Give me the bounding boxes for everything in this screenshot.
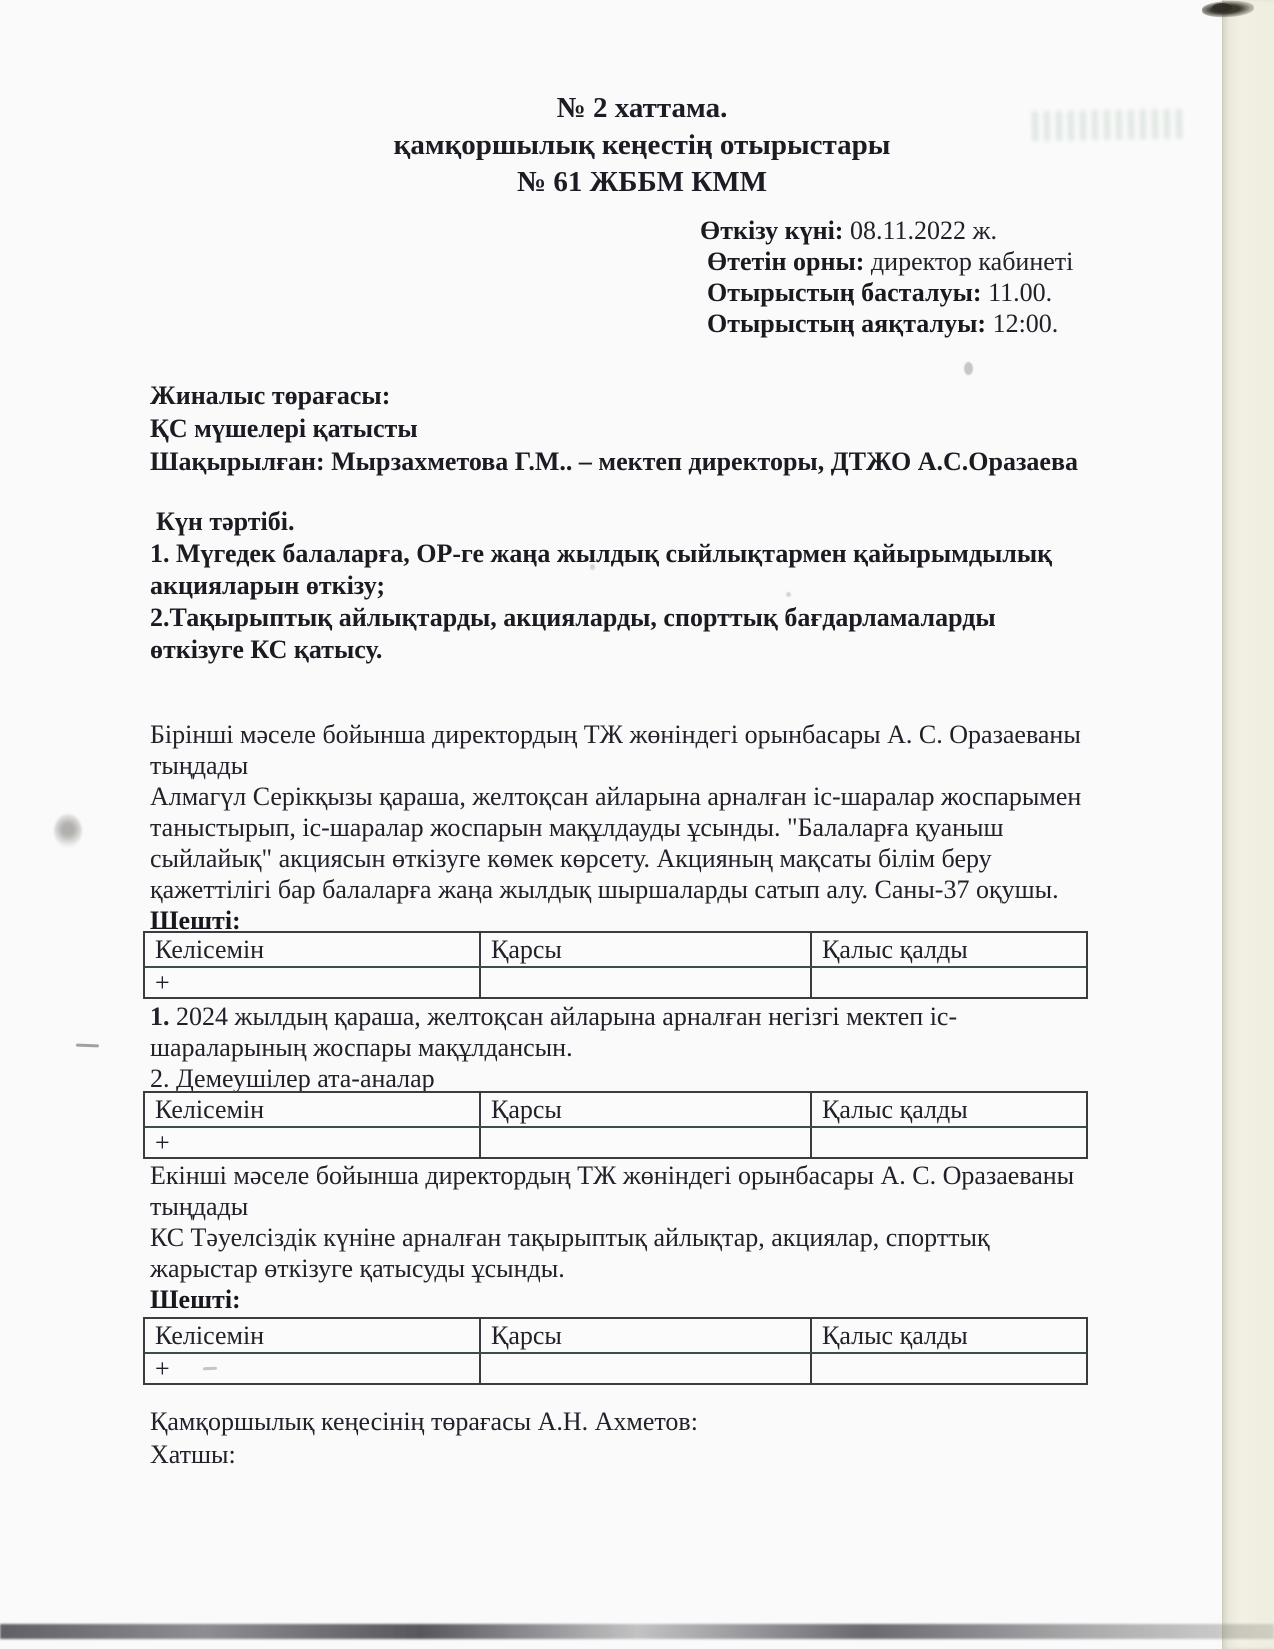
vote-mark-abstain	[812, 1128, 1086, 1157]
agenda-item-1-line-1: 1. Мүгедек балаларға, ОР-ге жаңа жылдық сыйлықтармен қайырымдылық	[150, 539, 1053, 568]
vote-mark-agree: +	[155, 968, 170, 997]
paragraph-line: қажеттілігі бар балаларға жаңа жылдық шыршаларды сатып алу. Саны-37 оқушы.	[150, 875, 1059, 904]
decision-number: 1.	[150, 1002, 170, 1031]
paragraph-line: Алмагүл Серікқызы қараша, желтоқсан айларына арналған іс-шаралар жоспарымен	[150, 782, 1082, 811]
vote-option-abstain: Қалыс қалды	[822, 1095, 968, 1124]
meta-start-label: Отырыстың басталуы:	[707, 278, 982, 307]
decision-block	[150, 1001, 957, 1094]
meta-place-line	[700, 246, 1073, 277]
agenda-heading: Күн тәртібі.	[156, 507, 295, 536]
document-title	[10, 90, 1274, 201]
meta-place-label: Өтетін орны:	[707, 247, 865, 276]
meta-date-value: 08.11.2022 ж.	[843, 216, 997, 245]
vote-table-2	[143, 1091, 1088, 1159]
agenda-item-2-line-2: өткізуге КС қатысу.	[150, 635, 383, 664]
meeting-meta	[700, 215, 1073, 339]
paragraph-line: таныстырып, іс-шаралар жоспарын мақұлдауды ұсынды. "Балаларға қуаныш	[150, 813, 1004, 842]
scan-smudge-core	[1212, 3, 1232, 12]
paragraph-line: КС Тәуелсіздік күніне арналған тақырыптық айлықтар, акциялар, спорттық	[150, 1223, 990, 1252]
vote-mark-agree: +	[155, 1354, 170, 1383]
paragraph-line: жарыстар өткізуге қатысуды ұсынды.	[150, 1254, 565, 1283]
vote-table-3-header-row	[145, 1319, 1086, 1354]
vote-table-1-data-row	[145, 968, 1086, 997]
decision-line-1	[150, 1001, 957, 1032]
paragraph-line: Екінші мәселе бойынша директордың ТЖ жөніндегі орынбасары А. С. Оразаеваны	[150, 1161, 1075, 1190]
decision-line-3: 2. Демеушілер ата-аналар	[150, 1064, 435, 1093]
meta-end-value: 12:00.	[986, 309, 1059, 338]
vote-table-1	[143, 931, 1088, 999]
meta-start-line	[700, 277, 1073, 308]
meta-date-label: Өткізу күні:	[700, 216, 844, 245]
vote-mark-against	[479, 1128, 812, 1157]
vote-mark-against	[479, 1354, 812, 1383]
second-issue-paragraph	[150, 1160, 1074, 1284]
paragraph-line: тыңдады	[150, 1192, 249, 1221]
closing-signatures	[150, 1405, 698, 1471]
ink-smudge-left	[54, 814, 82, 848]
paragraph-line: сыйлайық" акциясын өткізуге көмек көрсету. Акцияның мақсаты білім беру	[150, 844, 992, 873]
vote-table-1-header-row	[145, 933, 1086, 968]
meta-end-line	[700, 308, 1073, 339]
agenda-item-2-line-1: 2.Тақырыптық айлықтарды, акцияларды, спорттық бағдарламаларды	[150, 603, 996, 632]
decision-line-2: шараларының жоспары мақұлдансын.	[150, 1033, 573, 1062]
meta-end-label: Отырыстың аяқталуы:	[707, 309, 987, 338]
meta-place-value: директор кабинеті	[864, 247, 1074, 276]
vote-option-agree: Келісемін	[155, 1321, 265, 1350]
vote-mark-abstain	[812, 968, 1086, 997]
invited-line: Шақырылған: Мырзахметова Г.М.. – мектеп директоры, ДТЖО А.С.Оразаева	[150, 447, 1079, 476]
agenda-block	[150, 506, 1052, 666]
vote-option-agree: Келісемін	[155, 935, 265, 964]
decision-text-1: 2024 жылдың қараша, желтоқсан айларына арналған негізгі мектеп іс-	[169, 1002, 958, 1031]
paragraph-line: Бірінші мәселе бойынша директордың ТЖ жөніндегі орынбасары А. С. Оразаеваны	[150, 720, 1081, 749]
title-line-protocol-number: № 2 хаттама.	[556, 92, 728, 124]
vote-option-abstain: Қалыс қалды	[822, 935, 968, 964]
chairman-line: Жиналыс төрағасы:	[150, 381, 391, 410]
vote-table-3-data-row	[145, 1354, 1086, 1383]
title-line-council: қамқоршылық кеңестің отырыстары	[393, 129, 891, 161]
title-line-school: № 61 ЖББМ КММ	[516, 166, 768, 198]
council-chairman-signature-line: Қамқоршылық кеңесінің төрағасы А.Н. Ахметов:	[150, 1407, 698, 1436]
paragraph-line: тыңдады	[150, 751, 249, 780]
vote-table-2-data-row	[145, 1128, 1086, 1157]
vote-option-agree: Келісемін	[155, 1095, 265, 1124]
meta-start-value: 11.00.	[981, 278, 1053, 307]
vote-option-against: Қарсы	[479, 933, 812, 966]
vote-mark-abstain	[812, 1354, 1086, 1383]
scan-speck	[964, 362, 973, 375]
vote-table-3	[143, 1317, 1088, 1385]
vote-option-against: Қарсы	[479, 1319, 812, 1352]
bottom-scan-band	[0, 1624, 1274, 1639]
resolution-label-1: Шешті:	[150, 906, 241, 935]
agenda-item-1-line-2: акцияларын өткізу;	[150, 571, 386, 600]
chair-attendees-block	[150, 379, 1078, 478]
vote-option-against: Қарсы	[479, 1093, 812, 1126]
members-line: ҚС мүшелері қатысты	[150, 414, 418, 443]
vote-mark-against	[479, 968, 812, 997]
vote-mark-agree: +	[155, 1128, 170, 1157]
vote-table-2-header-row	[145, 1093, 1086, 1128]
meta-date-line	[700, 215, 1073, 246]
resolution-label-2: Шешті:	[150, 1285, 241, 1314]
paper-edge-strip	[1222, 0, 1274, 1649]
vote-option-abstain: Қалыс қалды	[822, 1321, 968, 1350]
stray-dash-mark	[76, 1044, 99, 1048]
secretary-signature-line: Хатшы:	[150, 1440, 236, 1469]
first-issue-paragraph	[150, 719, 1081, 905]
